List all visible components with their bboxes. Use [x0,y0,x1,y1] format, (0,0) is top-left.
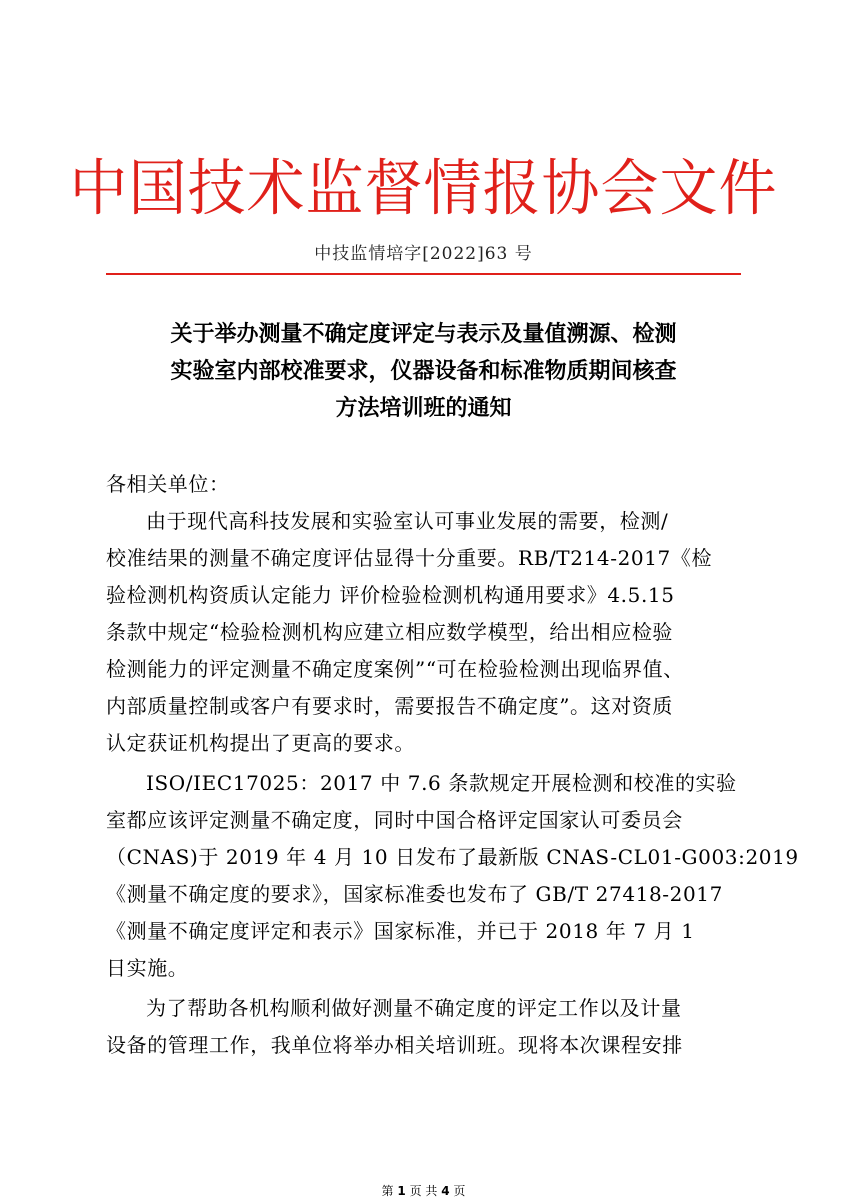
paragraph-1 [106,503,748,762]
paragraph-line: （CNAS)于 2019 年 4 月 10 日发布了最新版 CNAS-CL01-G003:2019 [106,845,799,869]
footer-suffix: 页 [453,1184,466,1198]
notice-title-line: 方法培训班的通知 [335,395,512,421]
notice-title [106,316,741,427]
notice-title-line: 实验室内部校准要求，仪器设备和标准物质期间核查 [170,358,677,384]
document-body [106,466,799,1064]
paragraph-line: 由于现代高科技发展和实验室认可事业发展的需要，检测/ [146,509,669,533]
salutation: 各相关单位： [106,472,230,496]
paragraph-line: 条款中规定“检验检测机构应建立相应数学模型，给出相应检验 [106,620,674,644]
notice-title-line: 关于举办测量不确定度评定与表示及量值溯源、检测 [170,321,677,347]
paragraph-line: 设备的管理工作，我单位将举办相关培训班。现将本次课程安排 [106,1033,683,1057]
footer-prefix: 第 [381,1184,394,1198]
paragraph-line: 验检测机构资质认定能力 评价检验检测机构通用要求》4.5.15 [106,583,675,607]
paragraph-line: 《测量不确定度评定和表示》国家标准，并已于 2018 年 7 月 1 [106,919,695,943]
paragraph-line: 检测能力的评定测量不确定度案例”“可在检验检测出现临界值、 [106,657,684,681]
footer-mid: 页 共 [409,1184,438,1198]
current-page-number: 1 [397,1184,406,1198]
paragraph-line: 校准结果的测量不确定度评估显得十分重要。RB/T214-2017《检 [106,546,713,570]
total-page-count: 4 [441,1184,450,1198]
paragraph-line: ISO/IEC17025：2017 中 7.6 条款规定开展检测和校准的实验 [146,771,737,795]
document-number: 中技监情培字[2022]63 号 [314,244,533,264]
paragraph-line: 《测量不确定度的要求》，国家标准委也发布了 GB/T 27418-2017 [106,882,723,906]
red-divider-line [106,273,741,275]
page-footer [0,1183,847,1199]
paragraph-line: 日实施。 [106,956,189,980]
organization-title: 中国技术监督情报协会文件 [69,152,778,224]
paragraph-line: 为了帮助各机构顺利做好测量不确定度的评定工作以及计量 [146,996,682,1020]
paragraph-line: 室都应该评定测量不确定度，同时中国合格评定国家认可委员会 [106,808,683,832]
paragraph-line: 认定获证机构提出了更高的要求。 [106,731,415,755]
paragraph-line: 内部质量控制或客户有要求时，需要报告不确定度”。这对资质 [106,694,674,718]
paragraph-3 [106,990,748,1064]
paragraph-2 [106,765,799,987]
